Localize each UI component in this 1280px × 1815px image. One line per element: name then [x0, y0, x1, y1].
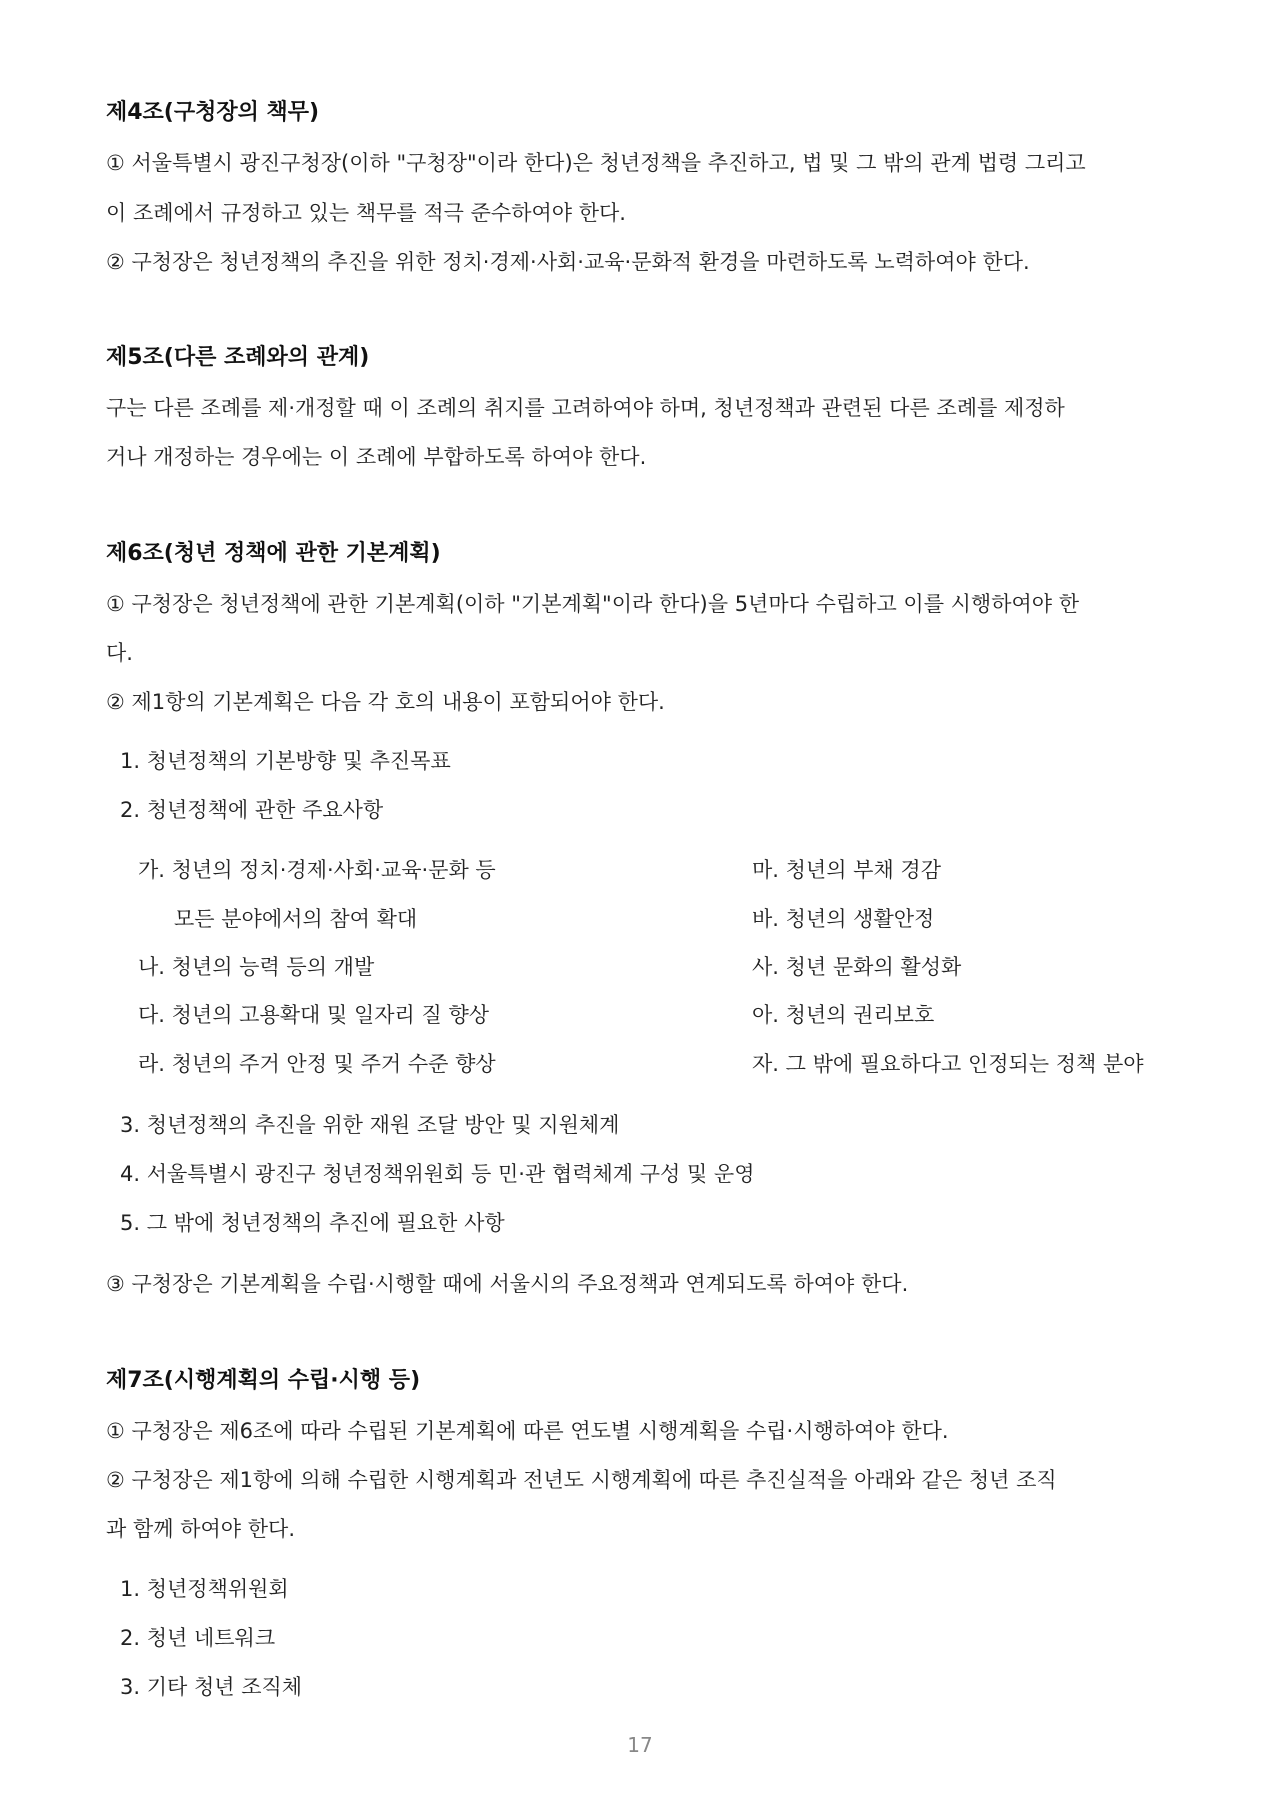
article-6-item-2: 2. 청년정책에 관한 주요사항: [120, 798, 384, 822]
article-6-sub-sa: 사. 청년 문화의 활성화: [752, 955, 962, 979]
article-6-sub-a: 아. 청년의 권리보호: [752, 1003, 935, 1027]
article-6-item-3: 3. 청년정책의 추진을 위한 재원 조달 방안 및 지원체계: [120, 1113, 620, 1137]
article-6-sub-da: 다. 청년의 고용확대 및 일자리 질 향상: [138, 1003, 490, 1027]
article-6-item-5: 5. 그 밖에 청년정책의 추진에 필요한 사항: [120, 1211, 505, 1235]
article-4-para-2: ② 구청장은 청년정책의 추진을 위한 정치·경제·사회·교육·문화적 환경을 마련하도록 노력하여야 한다.: [106, 250, 1030, 274]
article-5-line-1: 구는 다른 조례를 제·개정할 때 이 조례의 취지를 고려하여야 하며, 청년정책과 관련된 다른 조례를 제정하: [106, 396, 1065, 420]
article-6-para-2: ② 제1항의 기본계획은 다음 각 호의 내용이 포함되어야 한다.: [106, 690, 665, 714]
article-5-heading: 제5조(다른 조례와의 관계): [106, 345, 370, 370]
article-7-item-2: 2. 청년 네트워크: [120, 1626, 276, 1650]
article-6-heading: 제6조(청년 정책에 관한 기본계획): [106, 541, 441, 566]
article-7-para-2-line-1: ② 구청장은 제1항에 의해 수립한 시행계획과 전년도 시행계획에 따른 추진실적을 아래와 같은 청년 조직: [106, 1468, 1057, 1492]
article-6-sub-ga-line-1: 가. 청년의 정치·경제·사회·교육·문화 등: [138, 858, 496, 882]
document-page: [106, 0, 1176, 1815]
article-6-sub-ma: 마. 청년의 부채 경감: [752, 858, 941, 882]
article-6-para-1-line-2: 다.: [106, 641, 133, 665]
article-6-item-4: 4. 서울특별시 광진구 청년정책위원회 등 민·관 협력체계 구성 및 운영: [120, 1162, 755, 1186]
article-6-sub-na: 나. 청년의 능력 등의 개발: [138, 955, 375, 979]
article-4-para-1-line-1: ① 서울특별시 광진구청장(이하 "구청장"이라 한다)은 청년정책을 추진하고, 법 및 그 밖의 관계 법령 그리고: [106, 151, 1086, 175]
article-4-para-1-line-2: 이 조례에서 규정하고 있는 책무를 적극 준수하여야 한다.: [106, 201, 626, 225]
article-7-item-1: 1. 청년정책위원회: [120, 1577, 289, 1601]
article-6-sub-ja: 자. 그 밖에 필요하다고 인정되는 정책 분야: [752, 1052, 1144, 1076]
article-7-heading: 제7조(시행계획의 수립·시행 등): [106, 1368, 421, 1393]
article-7-para-1: ① 구청장은 제6조에 따라 수립된 기본계획에 따른 연도별 시행계획을 수립·시행하여야 한다.: [106, 1419, 949, 1443]
article-7-para-2-line-2: 과 함께 하여야 한다.: [106, 1517, 295, 1541]
article-6-sub-ga-line-2: 모든 분야에서의 참여 확대: [174, 907, 418, 931]
article-6-sub-ba: 바. 청년의 생활안정: [752, 907, 935, 931]
page-number: 17: [627, 1733, 653, 1757]
article-4-heading: 제4조(구청장의 책무): [106, 100, 320, 125]
article-6-item-1: 1. 청년정책의 기본방향 및 추진목표: [120, 749, 451, 773]
article-6-sub-ra: 라. 청년의 주거 안정 및 주거 수준 향상: [138, 1052, 496, 1076]
article-6-para-1-line-1: ① 구청장은 청년정책에 관한 기본계획(이하 "기본계획"이라 한다)을 5년마다 수립하고 이를 시행하여야 한: [106, 592, 1080, 616]
article-5-line-2: 거나 개정하는 경우에는 이 조례에 부합하도록 하여야 한다.: [106, 445, 647, 469]
article-7-item-3: 3. 기타 청년 조직체: [120, 1675, 303, 1699]
article-6-para-3: ③ 구청장은 기본계획을 수립·시행할 때에 서울시의 주요정책과 연계되도록 하여야 한다.: [106, 1272, 909, 1296]
